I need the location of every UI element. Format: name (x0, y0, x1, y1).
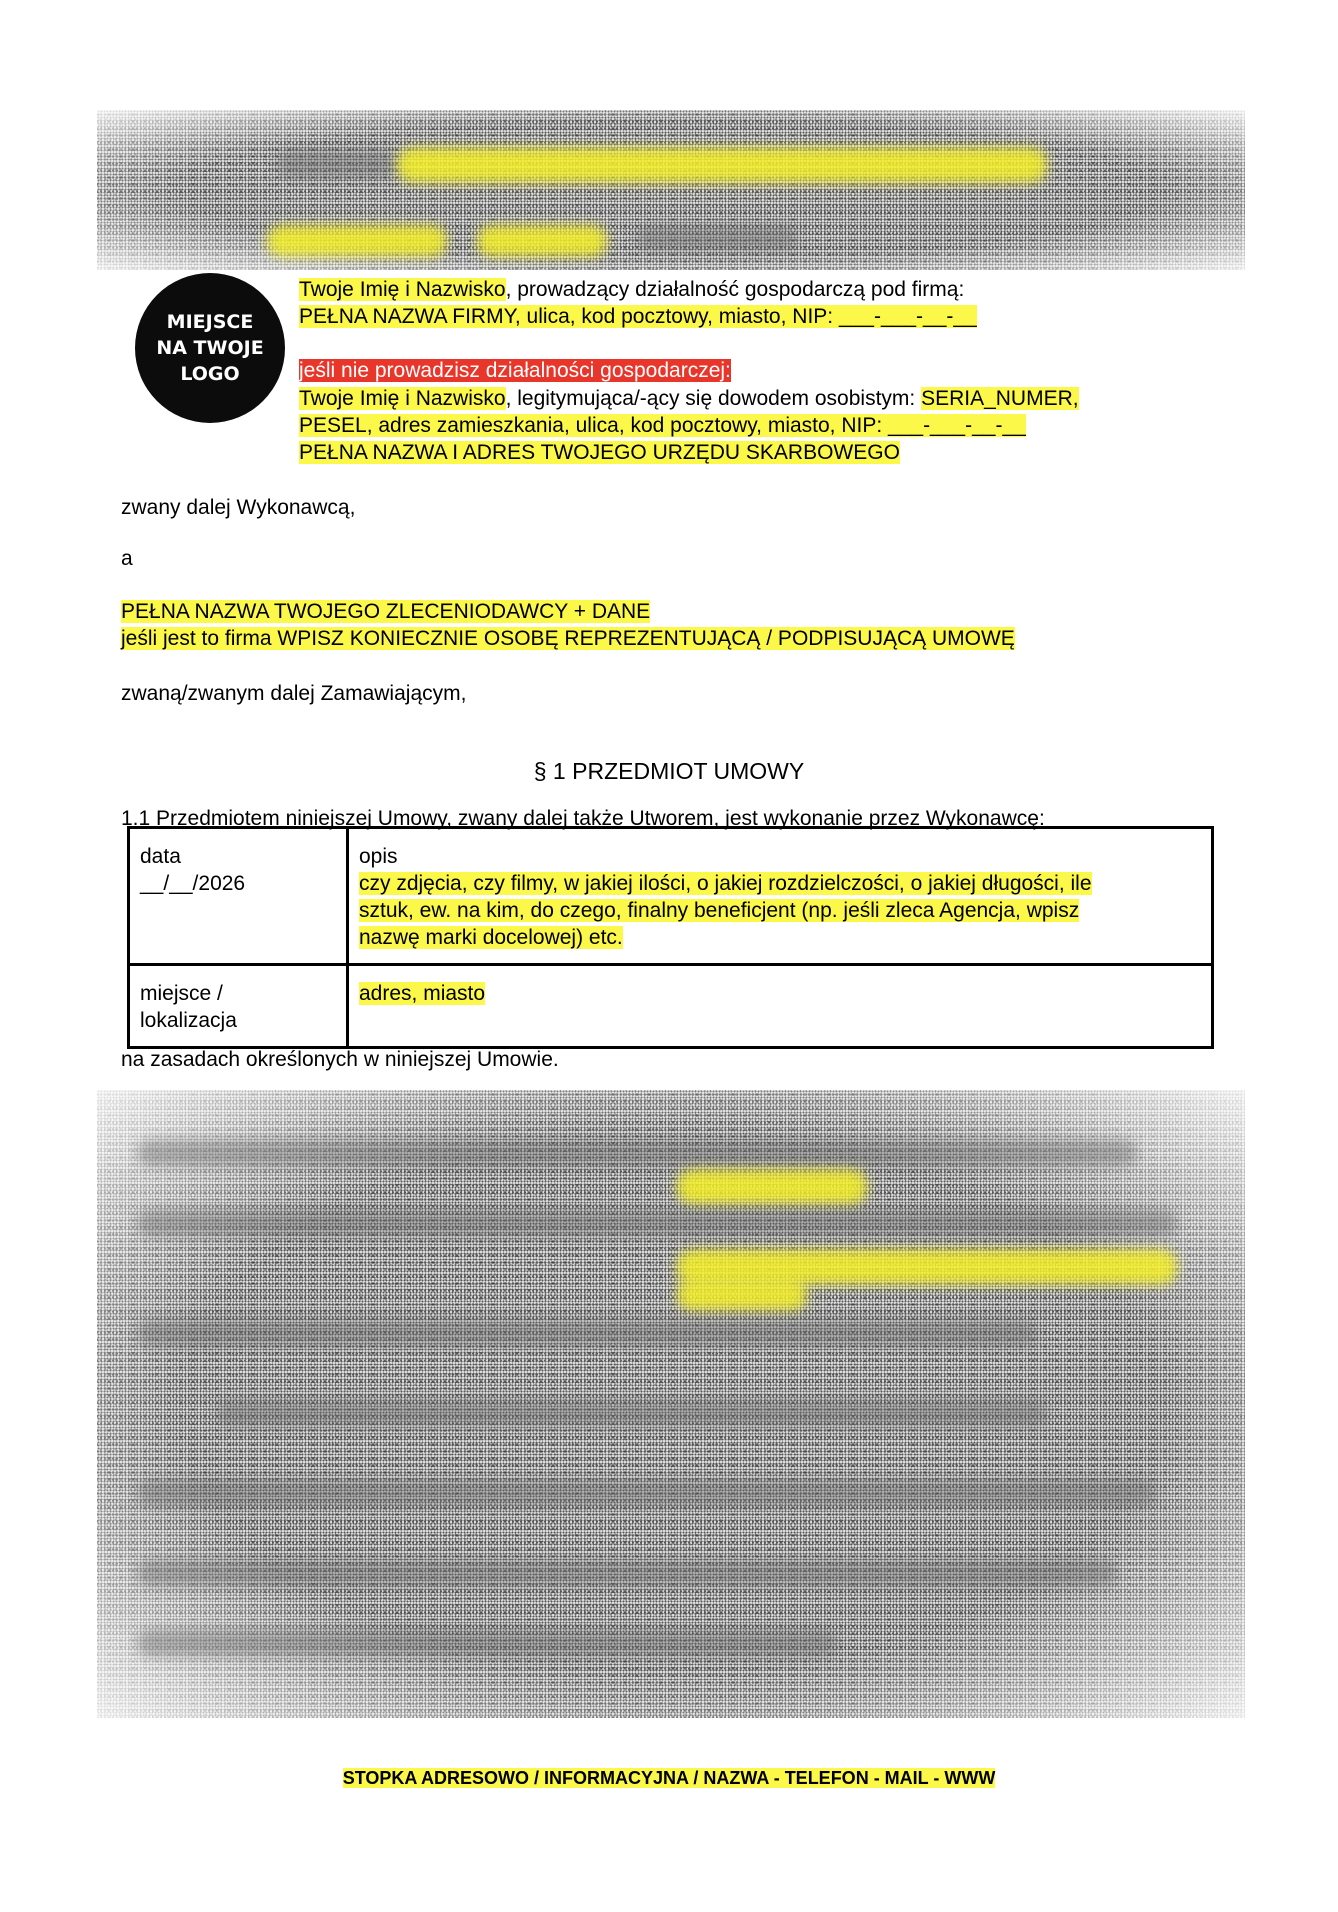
logo-text: MIEJSCE NA TWOJE LOGO (156, 311, 264, 385)
footer: STOPKA ADRESOWO / INFORMACYJNA / NAZWA - TELEFON - MAIL - WWW (342, 1768, 996, 1788)
contractor-alt-line-2: PESEL, adres zamieszkania, ulica, kod pocztowy, miasto, NIP: ___-___-__-__ (299, 414, 1026, 437)
contractor-alt-line-3: PEŁNA NAZWA I ADRES TWOJEGO URZĘDU SKARBOWEGO (299, 441, 900, 464)
section-1-heading: § 1 PRZEDMIOT UMOWY (533, 758, 805, 784)
client-line-2: jeśli jest to firma WPISZ KONIECZNIE OSOBĘ REPREZENTUJĄCĄ / PODPISUJĄCĄ UMOWĘ (121, 627, 1015, 650)
redacted-header-block (97, 110, 1245, 270)
contractor-name: Twoje Imię i Nazwisko (299, 278, 506, 301)
conjunction: a (121, 547, 133, 570)
contractor-line-2: PEŁNA NAZWA FIRMY, ulica, kod pocztowy, miasto, NIP: ___-___-__-__ (299, 305, 977, 328)
table-row (129, 965, 1213, 1048)
section-1-intro: 1.1 Przedmiotem niniejszej Umowy, zwany dalej także Utworem, jest wykonanie przez Wykonawcę: (121, 807, 1045, 830)
table-row (129, 828, 1213, 965)
location-value-cell: adres, miasto (348, 965, 1213, 1048)
order-spec-table (127, 826, 1214, 1049)
location-label-cell: miejsce / lokalizacja (129, 965, 348, 1048)
contractor-line-1: Twoje Imię i Nazwisko, prowadzący działalność gospodarczą pod firmą: (299, 278, 965, 301)
contractor-called: zwany dalej Wykonawcą, (121, 496, 356, 519)
client-line-1: PEŁNA NAZWA TWOJEGO ZLECENIODAWCY + DANE (121, 600, 651, 623)
logo-placeholder (135, 273, 285, 423)
section-1-outro: na zasadach określonych w niniejszej Umowie. (121, 1048, 559, 1071)
contractor-alt-warning: jeśli nie prowadzisz działalności gospodarczej: (299, 359, 731, 382)
date-cell: data __/__/2026 (129, 828, 348, 965)
redacted-body-block (97, 1090, 1245, 1718)
client-called: zwaną/zwanym dalej Zamawiającym, (121, 682, 467, 705)
description-cell: opis czy zdjęcia, czy filmy, w jakiej ilości, o jakiej rozdzielczości, o jakiej długości, ile sztuk, ew. na kim, do czego, finalny beneficjent (np. jeśli zleca Agencja, wpisz nazwę marki docelowej) etc. (348, 828, 1213, 965)
contractor-alt-line-1: Twoje Imię i Nazwisko, legitymująca/-ący się dowodem osobistym: SERIA_NUMER, (299, 387, 1079, 410)
date-value: __/__/2026 (140, 872, 246, 895)
